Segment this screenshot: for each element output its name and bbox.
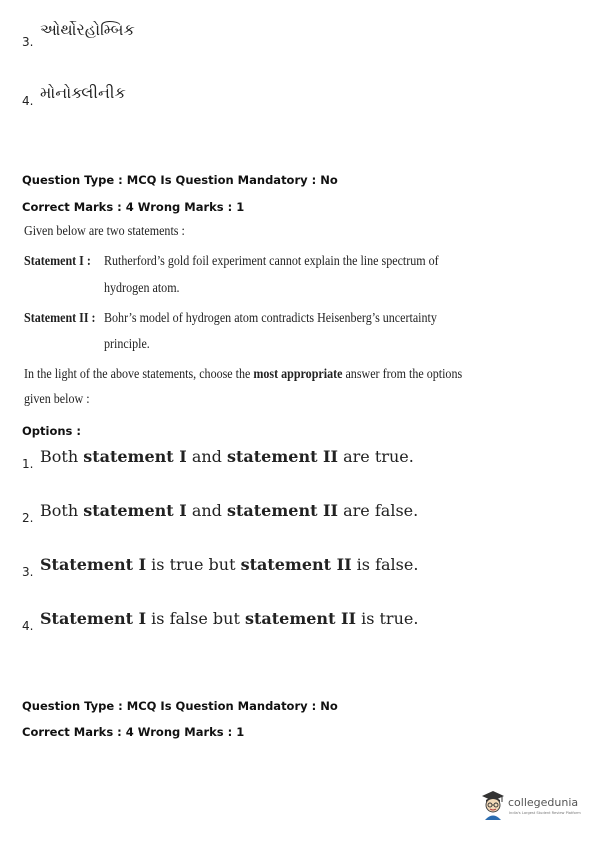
next-question-type-line: Question Type : MCQ Is Question Mandatory : No bbox=[22, 699, 338, 713]
instruction-text-end: answer from the options bbox=[342, 367, 463, 382]
option-text: is false but bbox=[146, 609, 245, 628]
option-text: Both bbox=[40, 501, 84, 520]
prev-option-4-number: 4. bbox=[22, 94, 34, 108]
statement-2-line1: Bohr’s model of hydrogen atom contradicts Heisenberg’s uncertainty bbox=[104, 311, 437, 326]
marks-line: Correct Marks : 4 Wrong Marks : 1 bbox=[22, 200, 245, 214]
logo-wordmark: collegedunia bbox=[508, 796, 579, 809]
logo-tagline: India's Largest Student Review Platform bbox=[509, 811, 581, 815]
option-emphasis: statement II bbox=[244, 609, 356, 628]
option-4-number: 4. bbox=[22, 619, 34, 633]
option-emphasis: statement II bbox=[240, 555, 352, 574]
option-2-number: 2. bbox=[22, 511, 34, 525]
option-emphasis: statement II bbox=[227, 501, 339, 520]
instruction-emphasis: most appropriate bbox=[253, 367, 343, 382]
question-intro: Given below are two statements : bbox=[24, 224, 185, 239]
option-text: are false. bbox=[338, 501, 419, 520]
option-emphasis: statement I bbox=[83, 447, 187, 466]
option-2[interactable] bbox=[40, 501, 418, 520]
option-1[interactable] bbox=[40, 447, 414, 466]
option-text: is false. bbox=[351, 555, 419, 574]
option-text: is true but bbox=[146, 555, 241, 574]
statement-1-line2: hydrogen atom. bbox=[104, 281, 180, 296]
statement-2-label: Statement II : bbox=[24, 311, 96, 326]
option-emphasis: Statement I bbox=[40, 609, 147, 628]
statement-1-label: Statement I : bbox=[24, 254, 91, 269]
prev-option-4-text: મોનોક્લીનીક bbox=[40, 83, 126, 102]
prev-option-3-text: ઓર્થોરહોમ્બિક bbox=[40, 20, 135, 39]
option-text: and bbox=[186, 501, 228, 520]
option-text: are true. bbox=[338, 447, 414, 466]
option-3-number: 3. bbox=[22, 565, 34, 579]
option-emphasis: statement I bbox=[83, 501, 187, 520]
option-4[interactable] bbox=[40, 609, 418, 628]
options-label: Options : bbox=[22, 424, 81, 438]
option-emphasis: statement II bbox=[227, 447, 339, 466]
student-mascot-icon bbox=[480, 789, 506, 821]
option-emphasis: Statement I bbox=[40, 555, 147, 574]
question-instruction bbox=[24, 367, 462, 383]
statement-1-line1: Rutherford’s gold foil experiment cannot explain the line spectrum of bbox=[104, 254, 439, 269]
question-instruction-line2: given below : bbox=[24, 392, 90, 407]
prev-option-3-number: 3. bbox=[22, 35, 34, 49]
statement-2-line2: principle. bbox=[104, 337, 150, 352]
collegedunia-logo bbox=[480, 789, 590, 821]
instruction-text-start: In the light of the above statements, choose the bbox=[24, 367, 254, 382]
option-1-number: 1. bbox=[22, 457, 34, 471]
option-3[interactable] bbox=[40, 555, 418, 574]
option-text: is true. bbox=[356, 609, 419, 628]
question-type-line: Question Type : MCQ Is Question Mandatory : No bbox=[22, 173, 338, 187]
next-marks-line: Correct Marks : 4 Wrong Marks : 1 bbox=[22, 725, 245, 739]
option-text: and bbox=[186, 447, 228, 466]
option-text: Both bbox=[40, 447, 84, 466]
